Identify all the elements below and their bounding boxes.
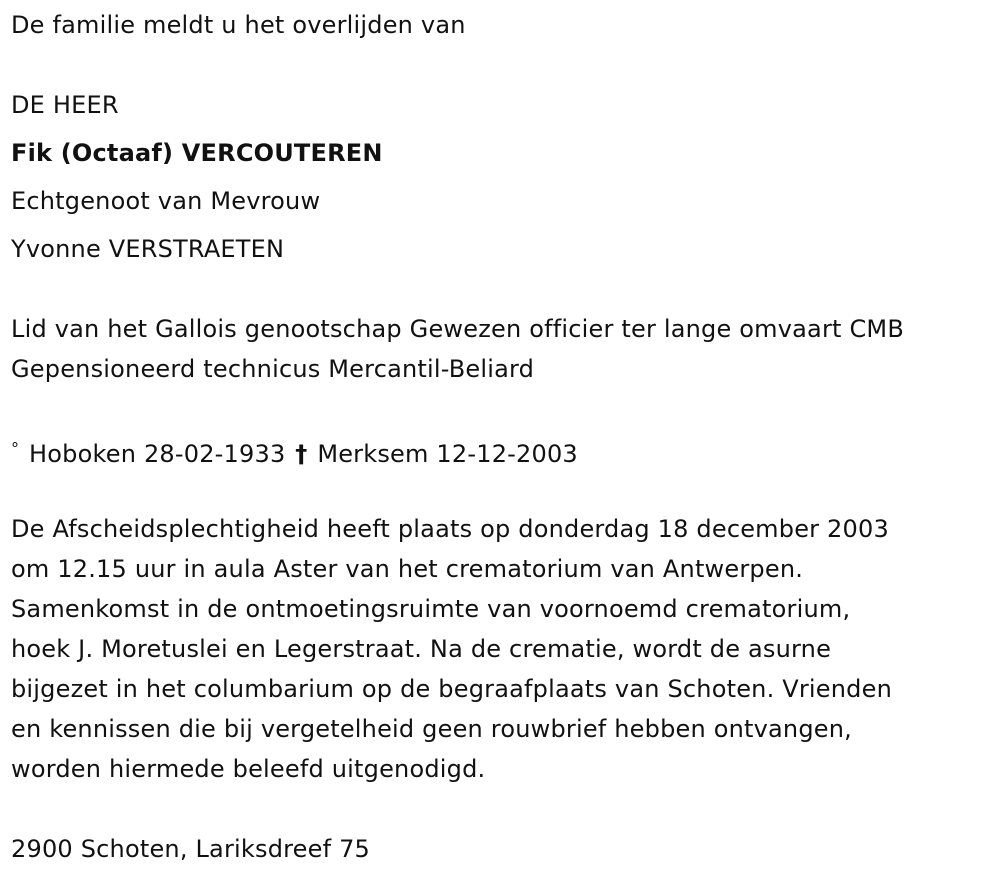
death-cross-icon: † [295,440,308,468]
honorific: DE HEER [11,91,119,119]
deceased-name: Fik (Octaaf) VERCOUTEREN [11,139,383,167]
ceremony-line: en kennissen die bij vergetelheid geen rouwbrief hebben ontvangen, [11,715,852,743]
ceremony-line: worden hiermede beleefd uitgenodigd. [11,755,486,783]
ceremony-line: De Afscheidsplechtigheid heeft plaats op donderdag 18 december 2003 [11,515,889,543]
intro-text: De familie meldt u het overlijden van [11,11,466,39]
address: 2900 Schoten, Lariksdreef 75 [11,835,371,863]
spouse-name: Yvonne VERSTRAETEN [11,235,285,263]
role-line: Gepensioneerd technicus Mercantil-Beliard [11,355,535,383]
birth-symbol: ° [11,439,20,458]
spouse-label: Echtgenoot van Mevrouw [11,187,321,215]
ceremony-line: om 12.15 uur in aula Aster van het crematorium van Antwerpen. [11,555,804,583]
ceremony-line: Samenkomst in de ontmoetingsruimte van voornoemd crematorium, [11,595,851,623]
birth-info: Hoboken 28-02-1933 [29,440,286,468]
role-line: Lid van het Gallois genootschap Gewezen officier ter lange omvaart CMB [11,315,904,343]
ceremony-line: hoek J. Moretuslei en Legerstraat. Na de crematie, wordt de asurne [11,635,832,663]
life-dates [11,434,578,469]
ceremony-line: bijgezet in het columbarium op de begraafplaats van Schoten. Vrienden [11,675,892,703]
death-info: Merksem 12-12-2003 [317,440,578,468]
